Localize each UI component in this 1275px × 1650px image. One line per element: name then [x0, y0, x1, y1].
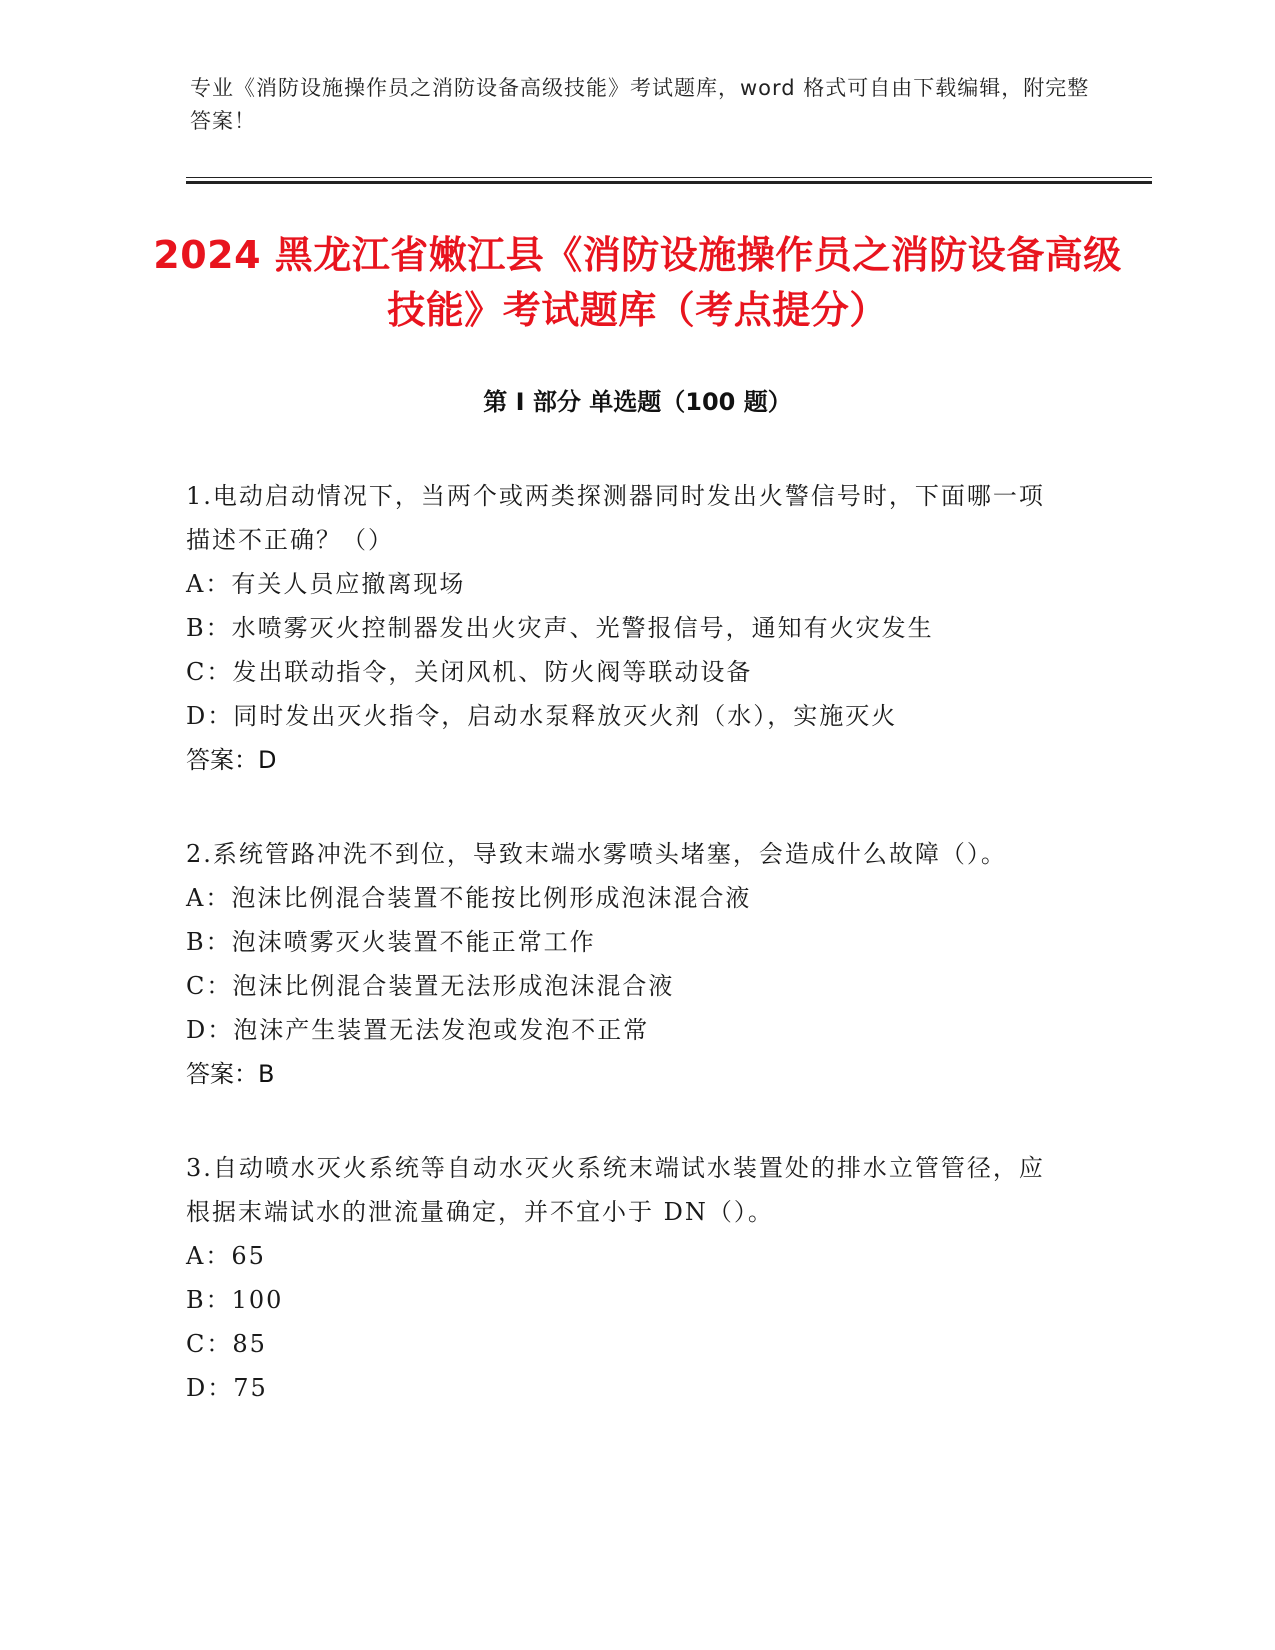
- section-heading: 第 I 部分 单选题（100 题）: [483, 388, 792, 416]
- question-1: [186, 474, 1066, 782]
- answer: 答案：B: [186, 1060, 275, 1088]
- question-list: [186, 474, 1066, 1460]
- document-title: 2024 黑龙江省嫩江县《消防设施操作员之消防设备高级技能》考试题库（考点提分）: [153, 233, 1122, 332]
- option-d: D：同时发出灭火指令，启动水泵释放灭火剂（水），实施灭火: [186, 702, 898, 730]
- option-a: A：泡沫比例混合装置不能按比例形成泡沫混合液: [186, 884, 752, 912]
- option-c: C：发出联动指令，关闭风机、防火阀等联动设备: [186, 658, 753, 686]
- option-b: B：100: [186, 1286, 284, 1314]
- option-b: B：泡沫喷雾灭火装置不能正常工作: [186, 928, 596, 956]
- answer: 答案：D: [186, 746, 277, 774]
- question-2: [186, 832, 1066, 1096]
- option-c: C：85: [186, 1330, 267, 1358]
- question-text: 1.电动启动情况下，当两个或两类探测器同时发出火警信号时，下面哪一项描述不正确？（）: [186, 482, 1045, 554]
- option-d: D：泡沫产生装置无法发泡或发泡不正常: [186, 1016, 650, 1044]
- question-3: [186, 1146, 1066, 1410]
- question-text: 3.自动喷水灭火系统等自动水灭火系统末端试水装置处的排水立管管径，应根据末端试水的泄流量确定，并不宜小于 DN（）。: [186, 1154, 1045, 1226]
- header-rule-thin: [186, 177, 1152, 178]
- option-c: C：泡沫比例混合装置无法形成泡沫混合液: [186, 972, 675, 1000]
- option-a: A：有关人员应撤离现场: [186, 570, 466, 598]
- question-text: 2.系统管路冲洗不到位，导致末端水雾喷头堵塞，会造成什么故障（）。: [186, 840, 1007, 868]
- option-d: D：75: [186, 1374, 268, 1402]
- header-rule-thick: [186, 181, 1152, 184]
- option-b: B：水喷雾灭火控制器发出火灾声、光警报信号，通知有火灾发生: [186, 614, 934, 642]
- header-note: 专业《消防设施操作员之消防设备高级技能》考试题库，word 格式可自由下载编辑，附完整答案！: [190, 76, 1090, 133]
- option-a: A：65: [186, 1242, 266, 1270]
